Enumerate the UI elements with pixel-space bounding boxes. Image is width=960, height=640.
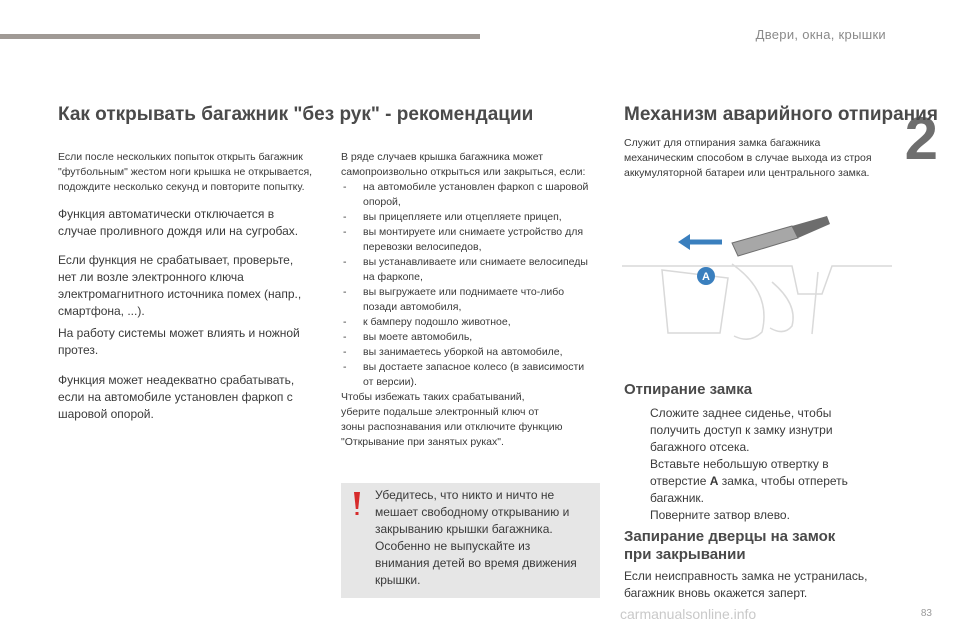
text-line: закрыванию крышки багажника. <box>375 522 553 536</box>
list-item <box>624 456 904 507</box>
text-line: - вы занимаетесь уборкой на автомобиле, <box>363 346 563 358</box>
list-item <box>341 255 603 285</box>
text-line: зоны распознавания или отключите функцию <box>341 421 563 433</box>
col2-block <box>341 150 603 450</box>
text-line: смартфона, ...). <box>58 304 145 318</box>
text-span: отверстие <box>650 474 710 488</box>
text-line: случае проливного дождя или на сугробах. <box>58 224 299 238</box>
warning-exclamation-icon <box>354 492 360 518</box>
text-line: Если неисправность замка не устранилась, <box>624 569 868 583</box>
text-line: - вы достаете запасное колесо (в зависимости <box>363 361 585 373</box>
right-intro <box>624 136 904 181</box>
text-line: мешает свободному открыванию и <box>375 505 570 519</box>
text-line: если на автомобиле установлен фаркоп с <box>58 390 293 404</box>
text-line: - к бамперу подошло животное, <box>363 316 511 328</box>
text-line: - вы прицепляете или отцепляете прицеп, <box>363 211 562 223</box>
text-line: Поверните затвор влево. <box>650 508 790 522</box>
text-line: Убедитесь, что никто и ничто не <box>375 488 555 502</box>
chapter-number: 2 <box>904 105 938 172</box>
callout-a-label: A <box>702 271 710 283</box>
text-span-bold: A <box>709 474 719 488</box>
text-line: опорой, <box>363 196 401 208</box>
text-line: перевозки велосипедов, <box>363 241 482 253</box>
text-line: нет ли возле электронного ключа <box>58 270 244 284</box>
list-item <box>341 360 603 390</box>
text-line: - вы монтируете или снимаете устройство для <box>363 226 584 238</box>
text-line: Чтобы избежать таких срабатываний, <box>341 391 525 403</box>
text-line: Функция автоматически отключается в <box>58 207 275 221</box>
text-line: "футбольным" жестом ноги крышка не открывается, <box>58 166 313 178</box>
text-span: замка, чтобы отпереть <box>718 474 848 488</box>
col1-para-4 <box>58 325 328 359</box>
list-item <box>624 405 904 456</box>
header-rule <box>0 34 480 39</box>
text-line: получить доступ к замку изнутри <box>650 423 833 437</box>
page-number: 83 <box>920 608 932 619</box>
text-line: Запирание дверцы на замок <box>624 528 836 545</box>
text-line: багажник вновь окажется заперт. <box>624 586 808 600</box>
text-line: протез. <box>58 343 99 357</box>
list-item <box>341 180 603 210</box>
text-line: внимания детей во время движения <box>375 556 577 570</box>
text-line: позади автомобиля, <box>363 301 462 313</box>
text-line: На работу системы может влиять и ножной <box>58 326 300 340</box>
text-line: Вставьте небольшую отвертку в <box>650 457 829 471</box>
text-line: - вы моете автомобиль, <box>363 331 473 343</box>
text-line: крышки. <box>375 573 421 587</box>
text-line: Сложите заднее сиденье, чтобы <box>650 406 832 420</box>
unlock-steps <box>624 405 904 524</box>
text-line: подождите несколько секунд и повторите попытку. <box>58 181 305 193</box>
text-line: от версии). <box>363 376 417 388</box>
list-item <box>341 210 603 225</box>
list-item <box>341 330 603 345</box>
text-line: В ряде случаев крышка багажника может <box>341 151 544 163</box>
text-line: самопроизвольно открыться или закрыться, если: <box>341 166 586 178</box>
text-line: Особенно не выпускайте из <box>375 539 531 553</box>
text-line: механическим способом в случае выхода из строя <box>624 152 872 164</box>
text-line: шаровой опорой. <box>58 407 154 421</box>
list-item <box>341 225 603 255</box>
list-item <box>341 345 603 360</box>
text-line: аккумуляторной батареи или центрального замка. <box>624 167 870 179</box>
text-line: уберите подальше электронный ключ от <box>341 406 539 418</box>
text-line <box>650 473 904 490</box>
conditions-list <box>341 180 603 390</box>
text-line: - на автомобиле установлен фаркоп с шаровой <box>363 181 589 193</box>
right-title: Механизм аварийного отпирания <box>624 104 938 125</box>
text-line: Функция может неадекватно срабатывать, <box>58 373 295 387</box>
warning-text <box>375 487 593 589</box>
col1-para-3 <box>58 252 328 320</box>
section-header: Двери, окна, крышки <box>755 27 886 42</box>
text-line: - вы устанавливаете или снимаете велосипеды <box>363 256 588 268</box>
left-title: Как открывать багажник "без рук" - рекомендации <box>58 104 534 125</box>
text-line: Служит для отпирания замка багажника <box>624 137 821 149</box>
warning-box <box>341 483 600 598</box>
lock-heading <box>624 528 835 564</box>
text-line: Если после нескольких попыток открыть багажник <box>58 151 303 163</box>
text-line: на фаркопе, <box>363 271 423 283</box>
list-item <box>341 315 603 330</box>
col1-para-5 <box>58 372 328 423</box>
text-line: багажного отсека. <box>650 440 750 454</box>
text-line: при закрывании <box>624 546 746 563</box>
unlock-list <box>624 405 904 524</box>
lock-illustration <box>622 208 892 348</box>
text-line: багажник. <box>650 491 704 505</box>
watermark: carmanualsonline.info <box>620 606 757 622</box>
text-line: - вы выгружаете или поднимаете что-либо <box>363 286 565 298</box>
text-line: электромагнитного источника помех (напр., <box>58 287 302 301</box>
lock-text <box>624 568 914 602</box>
unlock-heading: Отпирание замка <box>624 381 753 398</box>
col1-para-2 <box>58 206 328 240</box>
col1-para-1 <box>58 150 328 195</box>
text-line: "Открывание при занятых руках". <box>341 436 504 448</box>
text-line: Если функция не срабатывает, проверьте, <box>58 253 294 267</box>
list-item <box>624 507 904 524</box>
list-item <box>341 285 603 315</box>
